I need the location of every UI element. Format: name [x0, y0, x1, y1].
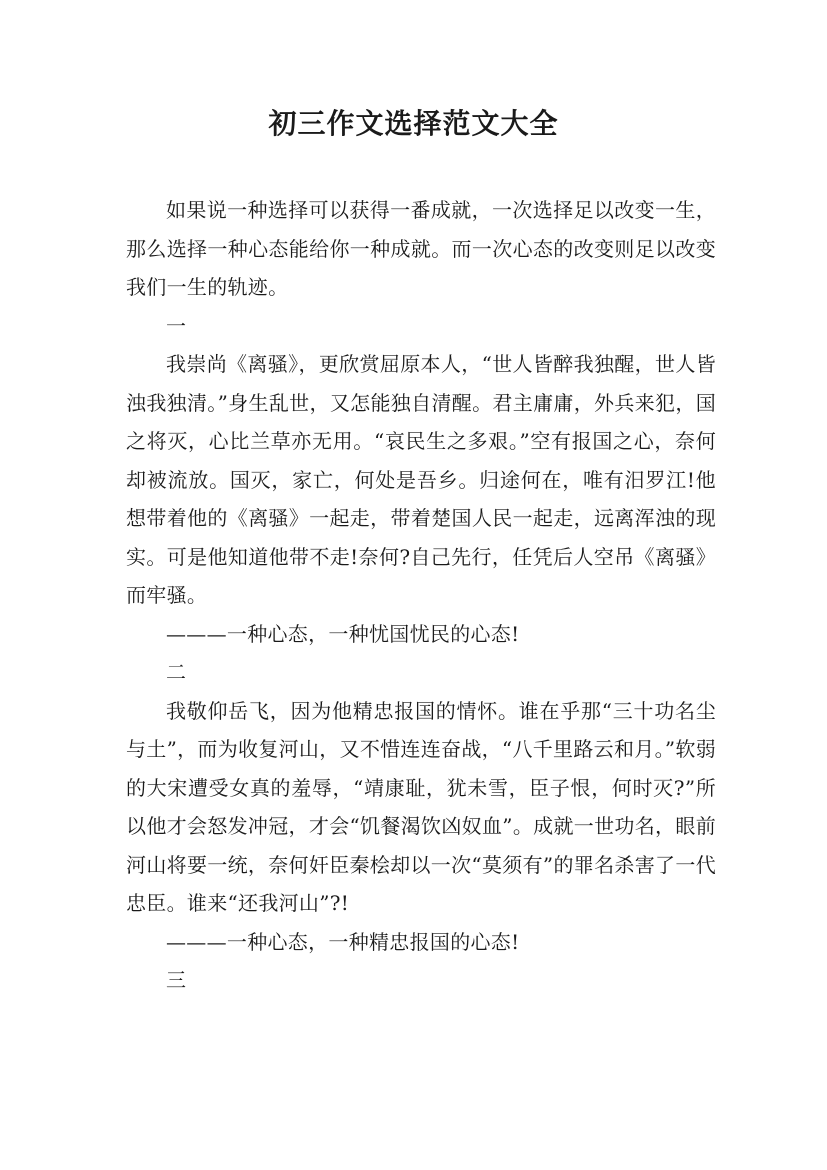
paragraph-summary-two: ———一种心态，一种精忠报国的心态! — [166, 929, 520, 954]
document-body — [126, 191, 716, 1000]
section-heading-two: 二 — [166, 660, 187, 684]
section-heading-three: 三 — [166, 968, 187, 992]
document-title: 初三作文选择范文大全 — [268, 107, 559, 140]
section-heading-one: 一 — [166, 313, 187, 338]
paragraph-qu-yuan: 我崇尚《离骚》，更欣赏屈原本人，“世人皆醉我独醒，世人皆浊我独清。”身生乱世，又怎能独自清醒。君主庸庸，外兵来犯，国之将灭，心比兰草亦无用。“哀民生之多艰。”空有报国之心，奈何却被流放。国灭，家亡，何处是吾乡。归途何在，唯有汨罗江!他想带着他的《离骚》一起走，带着楚国人民一起走，远离浑浊的现实。可是他知道他带不走!奈何?自己先行，任凭后人空吊《离骚》而牢骚。 — [126, 352, 716, 607]
paragraph-summary-one: ———一种心态，一种忧国忧民的心态! — [166, 621, 520, 646]
paragraph-intro: 如果说一种选择可以获得一番成就，一次选择足以改变一生，那么选择一种心态能给你一种成就。而一次心态的改变则足以改变我们一生的轨迹。 — [126, 198, 716, 299]
paragraph-yue-fei: 我敬仰岳飞，因为他精忠报国的情怀。谁在乎那“三十功名尘与土”，而为收复河山，又不惜连连奋战，“八千里路云和月。”软弱的大宋遭受女真的羞辱，“靖康耻，犹未雪，臣子恨，何时灭?”所以他才会怒发冲冠，才会“饥餐渴饮凶奴血”。成就一世功名，眼前河山将要一统，奈何奸臣秦桧却以一次“莫须有”的罪名杀害了一代忠臣。谁来“还我河山”?! — [126, 698, 716, 915]
